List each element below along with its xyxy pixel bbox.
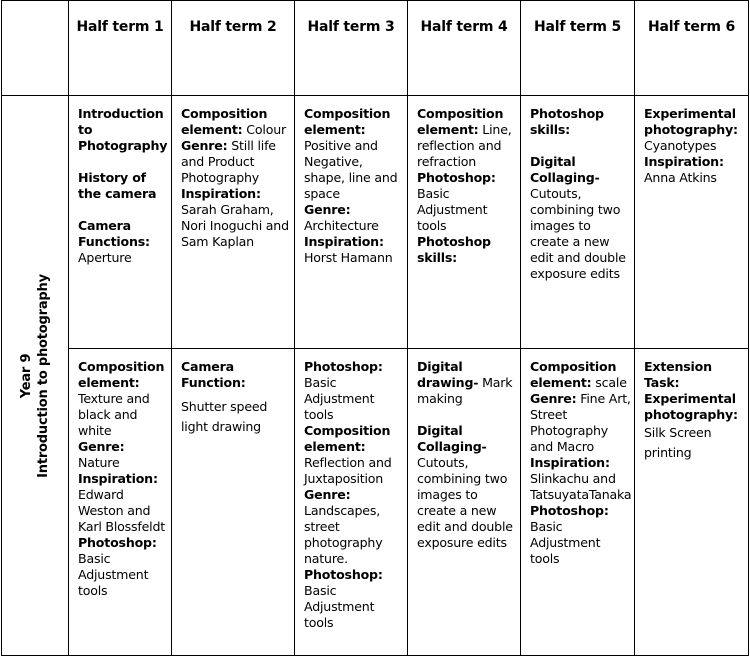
cell-r1-t6: Experimental photography: Cyanotypes Inspiration: Anna Atkins [635, 96, 749, 349]
header-half-term-1: Half term 1 [69, 1, 172, 96]
cell-r2-t3: Photoshop: Basic Adjustment tools Composition element: Reflection and Juxtaposition Genre: Landscapes, street photography nature. Photoshop: Basic Adjustment tools [295, 349, 408, 656]
cell-r2-t5: Composition element: scale Genre: Fine Art, Street Photography and Macro Inspiration: Slinkachu and TatsuyataTanaka Photoshop: Basic Adjustment tools [521, 349, 635, 656]
header-row [2, 1, 749, 96]
cell-r1-t2: Composition element: Colour Genre: Still life and Product Photography Inspiration: Sarah Graham, Nori Inoguchi and Sam Kaplan [172, 96, 295, 349]
header-half-term-5: Half term 5 [521, 1, 635, 96]
table-row-1 [2, 96, 749, 349]
cell-r2-t6: Extension Task: Experimental photography: Silk Screen printing [635, 349, 749, 656]
year-label: Year 9 Introduction to photography [19, 273, 51, 478]
header-half-term-4: Half term 4 [408, 1, 521, 96]
corner-cell [2, 1, 69, 96]
header-half-term-2: Half term 2 [172, 1, 295, 96]
year-label-cell [2, 96, 69, 656]
curriculum-table [1, 0, 749, 656]
cell-r1-t1: Introduction to Photography History of the camera Camera Functions: Aperture [69, 96, 172, 349]
header-half-term-6: Half term 6 [635, 1, 749, 96]
cell-r2-t2: Camera Function: Shutter speed light drawing [172, 349, 295, 656]
cell-r2-t4: Digital drawing- Mark making Digital Collaging- Cutouts, combining two images to create a new edit and double exposure edits [408, 349, 521, 656]
cell-r2-t1: Composition element: Texture and black and white Genre: Nature Inspiration: Edward Weston and Karl Blossfeldt Photoshop: Basic Adjustment tools [69, 349, 172, 656]
cell-r1-t4: Composition element: Line, reflection and refraction Photoshop: Basic Adjustment tools Photoshop skills: [408, 96, 521, 349]
header-half-term-3: Half term 3 [295, 1, 408, 96]
cell-r1-t3: Composition element: Positive and Negative, shape, line and space Genre: Architecture Inspiration: Horst Hamann [295, 96, 408, 349]
cell-r1-t5: Photoshop skills: Digital Collaging- Cutouts, combining two images to create a new edit and double exposure edits [521, 96, 635, 349]
table-row-2 [2, 349, 749, 656]
